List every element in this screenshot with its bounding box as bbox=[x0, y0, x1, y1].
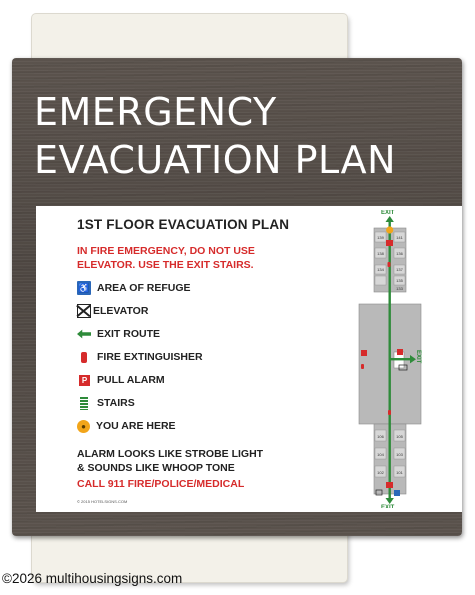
sign-title-line1: EMERGENCY bbox=[34, 90, 277, 134]
accessibility-icon bbox=[394, 490, 400, 496]
fire-warning: IN FIRE EMERGENCY, DO NOT USE ELEVATOR. USE THE EXIT STAIRS. bbox=[77, 245, 255, 271]
room-number: 138 bbox=[377, 251, 384, 256]
legend-label: EXIT ROUTE bbox=[97, 328, 161, 340]
room-number: 105 bbox=[396, 434, 403, 439]
exit-side-label: EXIT bbox=[415, 350, 421, 364]
legend-item-pull-alarm bbox=[77, 372, 165, 388]
room-number: 135 bbox=[396, 278, 403, 283]
legend-label: FIRE EXTINGUISHER bbox=[97, 351, 203, 363]
room-number: 141 bbox=[396, 235, 403, 240]
exit-top-label: EXIT bbox=[381, 210, 395, 216]
you-are-here-icon bbox=[386, 226, 393, 233]
legend-item-elevator bbox=[77, 303, 148, 319]
elevator-icon bbox=[77, 304, 91, 318]
pull-alarm-icon bbox=[386, 482, 393, 488]
room-number: 137 bbox=[396, 267, 403, 272]
room-number: 133 bbox=[396, 286, 403, 291]
legend-label: STAIRS bbox=[97, 397, 135, 409]
fire-extinguisher-icon bbox=[388, 410, 391, 415]
room-number: 139 bbox=[377, 235, 384, 240]
fineprint: © 2015 HOTELSIGNS.COM bbox=[77, 499, 128, 504]
pull-alarm-icon bbox=[386, 240, 393, 246]
pull-alarm-icon bbox=[361, 350, 367, 356]
fire-extinguisher-icon bbox=[361, 364, 364, 369]
accessibility-icon: ♿ bbox=[77, 281, 91, 295]
fire-extinguisher-icon bbox=[81, 352, 87, 363]
sign-title-line2: EVACUATION PLAN bbox=[34, 138, 397, 182]
pull-alarm-icon: P bbox=[79, 375, 90, 386]
sign-title bbox=[34, 88, 396, 184]
legend-item-area-of-refuge bbox=[77, 280, 191, 296]
stairs-icon bbox=[80, 397, 88, 410]
floor-plan-map bbox=[354, 210, 424, 508]
room-number: 136 bbox=[396, 251, 403, 256]
emergency-call-text: CALL 911 FIRE/POLICE/MEDICAL bbox=[77, 478, 245, 490]
you-are-here-icon: ● bbox=[77, 420, 90, 433]
legend-label: YOU ARE HERE bbox=[96, 420, 176, 432]
fire-extinguisher-icon bbox=[388, 262, 391, 267]
room-number: 101 bbox=[396, 470, 403, 475]
room-number: 106 bbox=[377, 434, 384, 439]
strobe-line2: & SOUNDS LIKE WHOOP TONE bbox=[77, 462, 235, 474]
room-number: 104 bbox=[377, 452, 384, 457]
plan-title: 1ST FLOOR EVACUATION PLAN bbox=[77, 217, 290, 232]
exit-bottom-label: EXIT bbox=[381, 505, 395, 508]
legend-item-stairs bbox=[77, 395, 135, 411]
legend-label: PULL ALARM bbox=[97, 374, 165, 386]
copyright-text: ©2026 multihousingsigns.com bbox=[2, 571, 183, 586]
room-number: 102 bbox=[377, 470, 384, 475]
alarm-description bbox=[77, 447, 263, 475]
legend-label: AREA OF REFUGE bbox=[97, 282, 191, 294]
strobe-line1: ALARM LOOKS LIKE STROBE LIGHT bbox=[77, 448, 264, 460]
pull-alarm-icon bbox=[397, 349, 403, 355]
legend-item-you-are-here bbox=[77, 418, 176, 434]
sign-panel bbox=[12, 58, 462, 536]
legend-item-exit-route bbox=[77, 326, 160, 342]
room-number: 103 bbox=[396, 452, 403, 457]
legend-item-fire-extinguisher bbox=[77, 349, 203, 365]
legend-label: ELEVATOR bbox=[93, 305, 149, 317]
arrow-left-icon bbox=[77, 327, 91, 341]
evacuation-plan-insert bbox=[36, 206, 462, 512]
room-number: 134 bbox=[377, 267, 384, 272]
